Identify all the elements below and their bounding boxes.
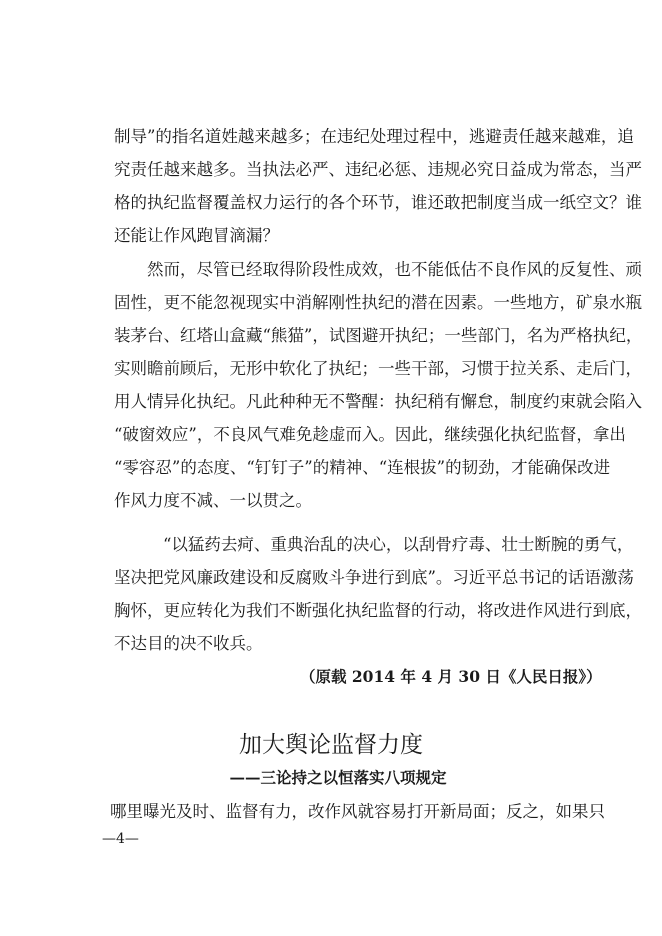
- body-line: 用人情异化执纪。凡此种种无不警醒：执纪稍有懈怠，制度约束就会陷入: [114, 392, 642, 411]
- article-title: 加大舆论监督力度: [239, 732, 423, 758]
- article-subtitle: ——三论持之以恒落实八项规定: [229, 768, 447, 787]
- body-line: 格的执纪监督覆盖权力运行的各个环节，谁还敢把制度当成一纸空文？谁: [114, 193, 642, 212]
- body-line: 然而，尽管已经取得阶段性成效，也不能低估不良作风的反复性、顽: [147, 260, 642, 279]
- body-line: 实则瞻前顾后，无形中软化了执纪；一些干部，习惯于拉关系、走后门，: [114, 359, 642, 378]
- body-line: “零容忍”的态度、“钉钉子”的精神、“连根拔”的韧劲，才能确保改进: [114, 458, 611, 477]
- body-line: “以猛药去疴、重典治乱的决心，以刮骨疗毒、壮士断腕的勇气，: [163, 535, 634, 554]
- body-line: 制导”的指名道姓越来越多；在违纪处理过程中，逃避责任越来越难，追: [114, 127, 634, 146]
- body-line: 装茅台、红塔山盒藏“熊猫”，试图避开执纪；一些部门，名为严格执纪，: [114, 326, 643, 345]
- body-line: 作风力度不减、一以贯之。: [114, 491, 312, 510]
- body-line: “破窗效应”，不良风气难免趁虚而入。因此，继续强化执纪监督，拿出: [114, 425, 626, 444]
- body-line: 不达目的决不收兵。: [114, 634, 263, 653]
- body-line: 究责任越来越多。当执法必严、违纪必惩、违规必究日益成为常态，当严: [114, 160, 642, 179]
- body-line: 固性，更不能忽视现实中消解刚性执纪的潜在因素。一些地方，矿泉水瓶: [114, 293, 642, 312]
- page-number: —4—: [102, 831, 139, 847]
- body-line: 坚决把党风廉政建设和反腐败斗争进行到底”。习近平总书记的话语激荡: [114, 568, 634, 587]
- citation: （原载 2014 年 4 月 30 日《人民日报》）: [300, 667, 602, 686]
- body-line: 胸怀，更应转化为我们不断强化执纪监督的行动，将改进作风进行到底，: [114, 601, 642, 620]
- body-line: 还能让作风跑冒滴漏？: [114, 226, 279, 245]
- body-line: 哪里曝光及时、监督有力，改作风就容易打开新局面；反之，如果只: [110, 802, 605, 821]
